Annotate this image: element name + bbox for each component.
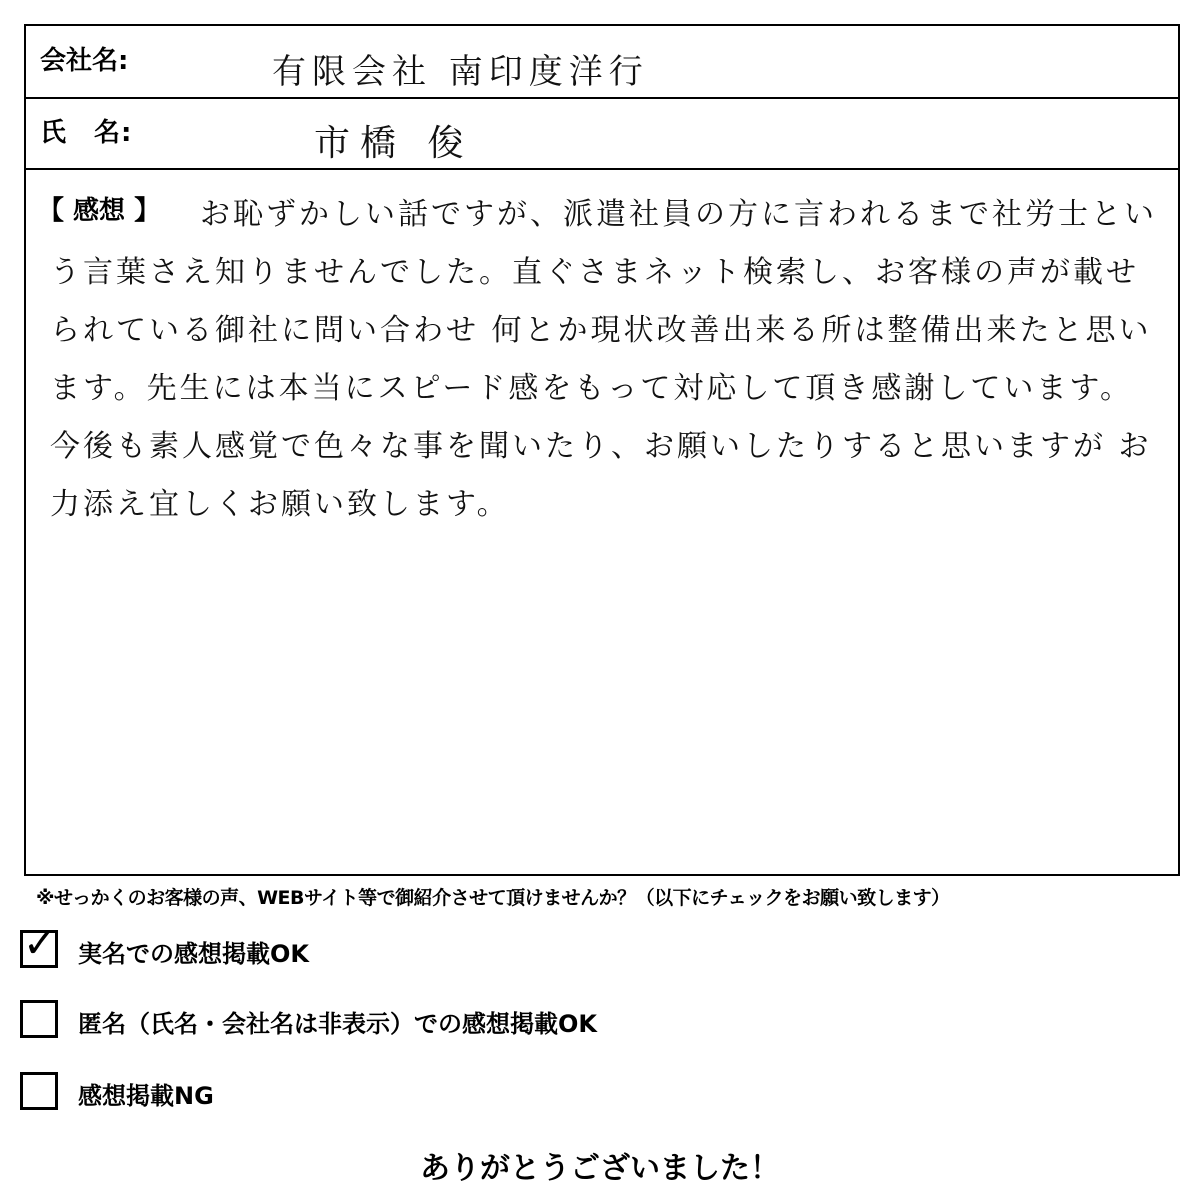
name-row: [26, 99, 1178, 170]
impression-text: お恥ずかしい話ですが、派遣社員の方に言われるまで社労士という言葉さえ知りませんでした。直ぐさまネット検索し、お客様の声が載せられている御社に問い合わせ 何とか現状改善出来る所は整備出来たと思います。先生には本当にスピード感をもって対応して頂き感謝しています。今後も素人感覚で色々な事を聞いたり、お願いしたりすると思いますが お力添え宜しくお願い致します。: [50, 197, 1157, 522]
checkbox[interactable]: [20, 1000, 58, 1038]
checkmark-icon: ✓: [23, 921, 57, 967]
company-label: 会社名:: [40, 46, 129, 76]
option-label: 感想掲載NG: [78, 1082, 214, 1110]
company-row: [26, 26, 1178, 99]
company-value: 有限会社 南印度洋行: [272, 52, 649, 92]
publication-notice: ※せっかくのお客様の声、WEBサイト等で御紹介させて頂けませんか？（以下にチェックをお願い致します）: [36, 887, 950, 909]
impression-label: 【 感想 】: [38, 196, 161, 226]
feedback-form: [24, 24, 1180, 876]
option-label: 匿名（氏名・会社名は非表示）での感想掲載OK: [78, 1010, 597, 1038]
thanks-message: ありがとうございました！: [420, 1151, 780, 1186]
impression-section: [26, 170, 1178, 874]
name-label: 氏 名:: [40, 118, 133, 148]
checkbox[interactable]: [20, 1072, 58, 1110]
option-label: 実名での感想掲載OK: [78, 940, 309, 968]
name-value: 市橋 俊: [314, 123, 474, 164]
